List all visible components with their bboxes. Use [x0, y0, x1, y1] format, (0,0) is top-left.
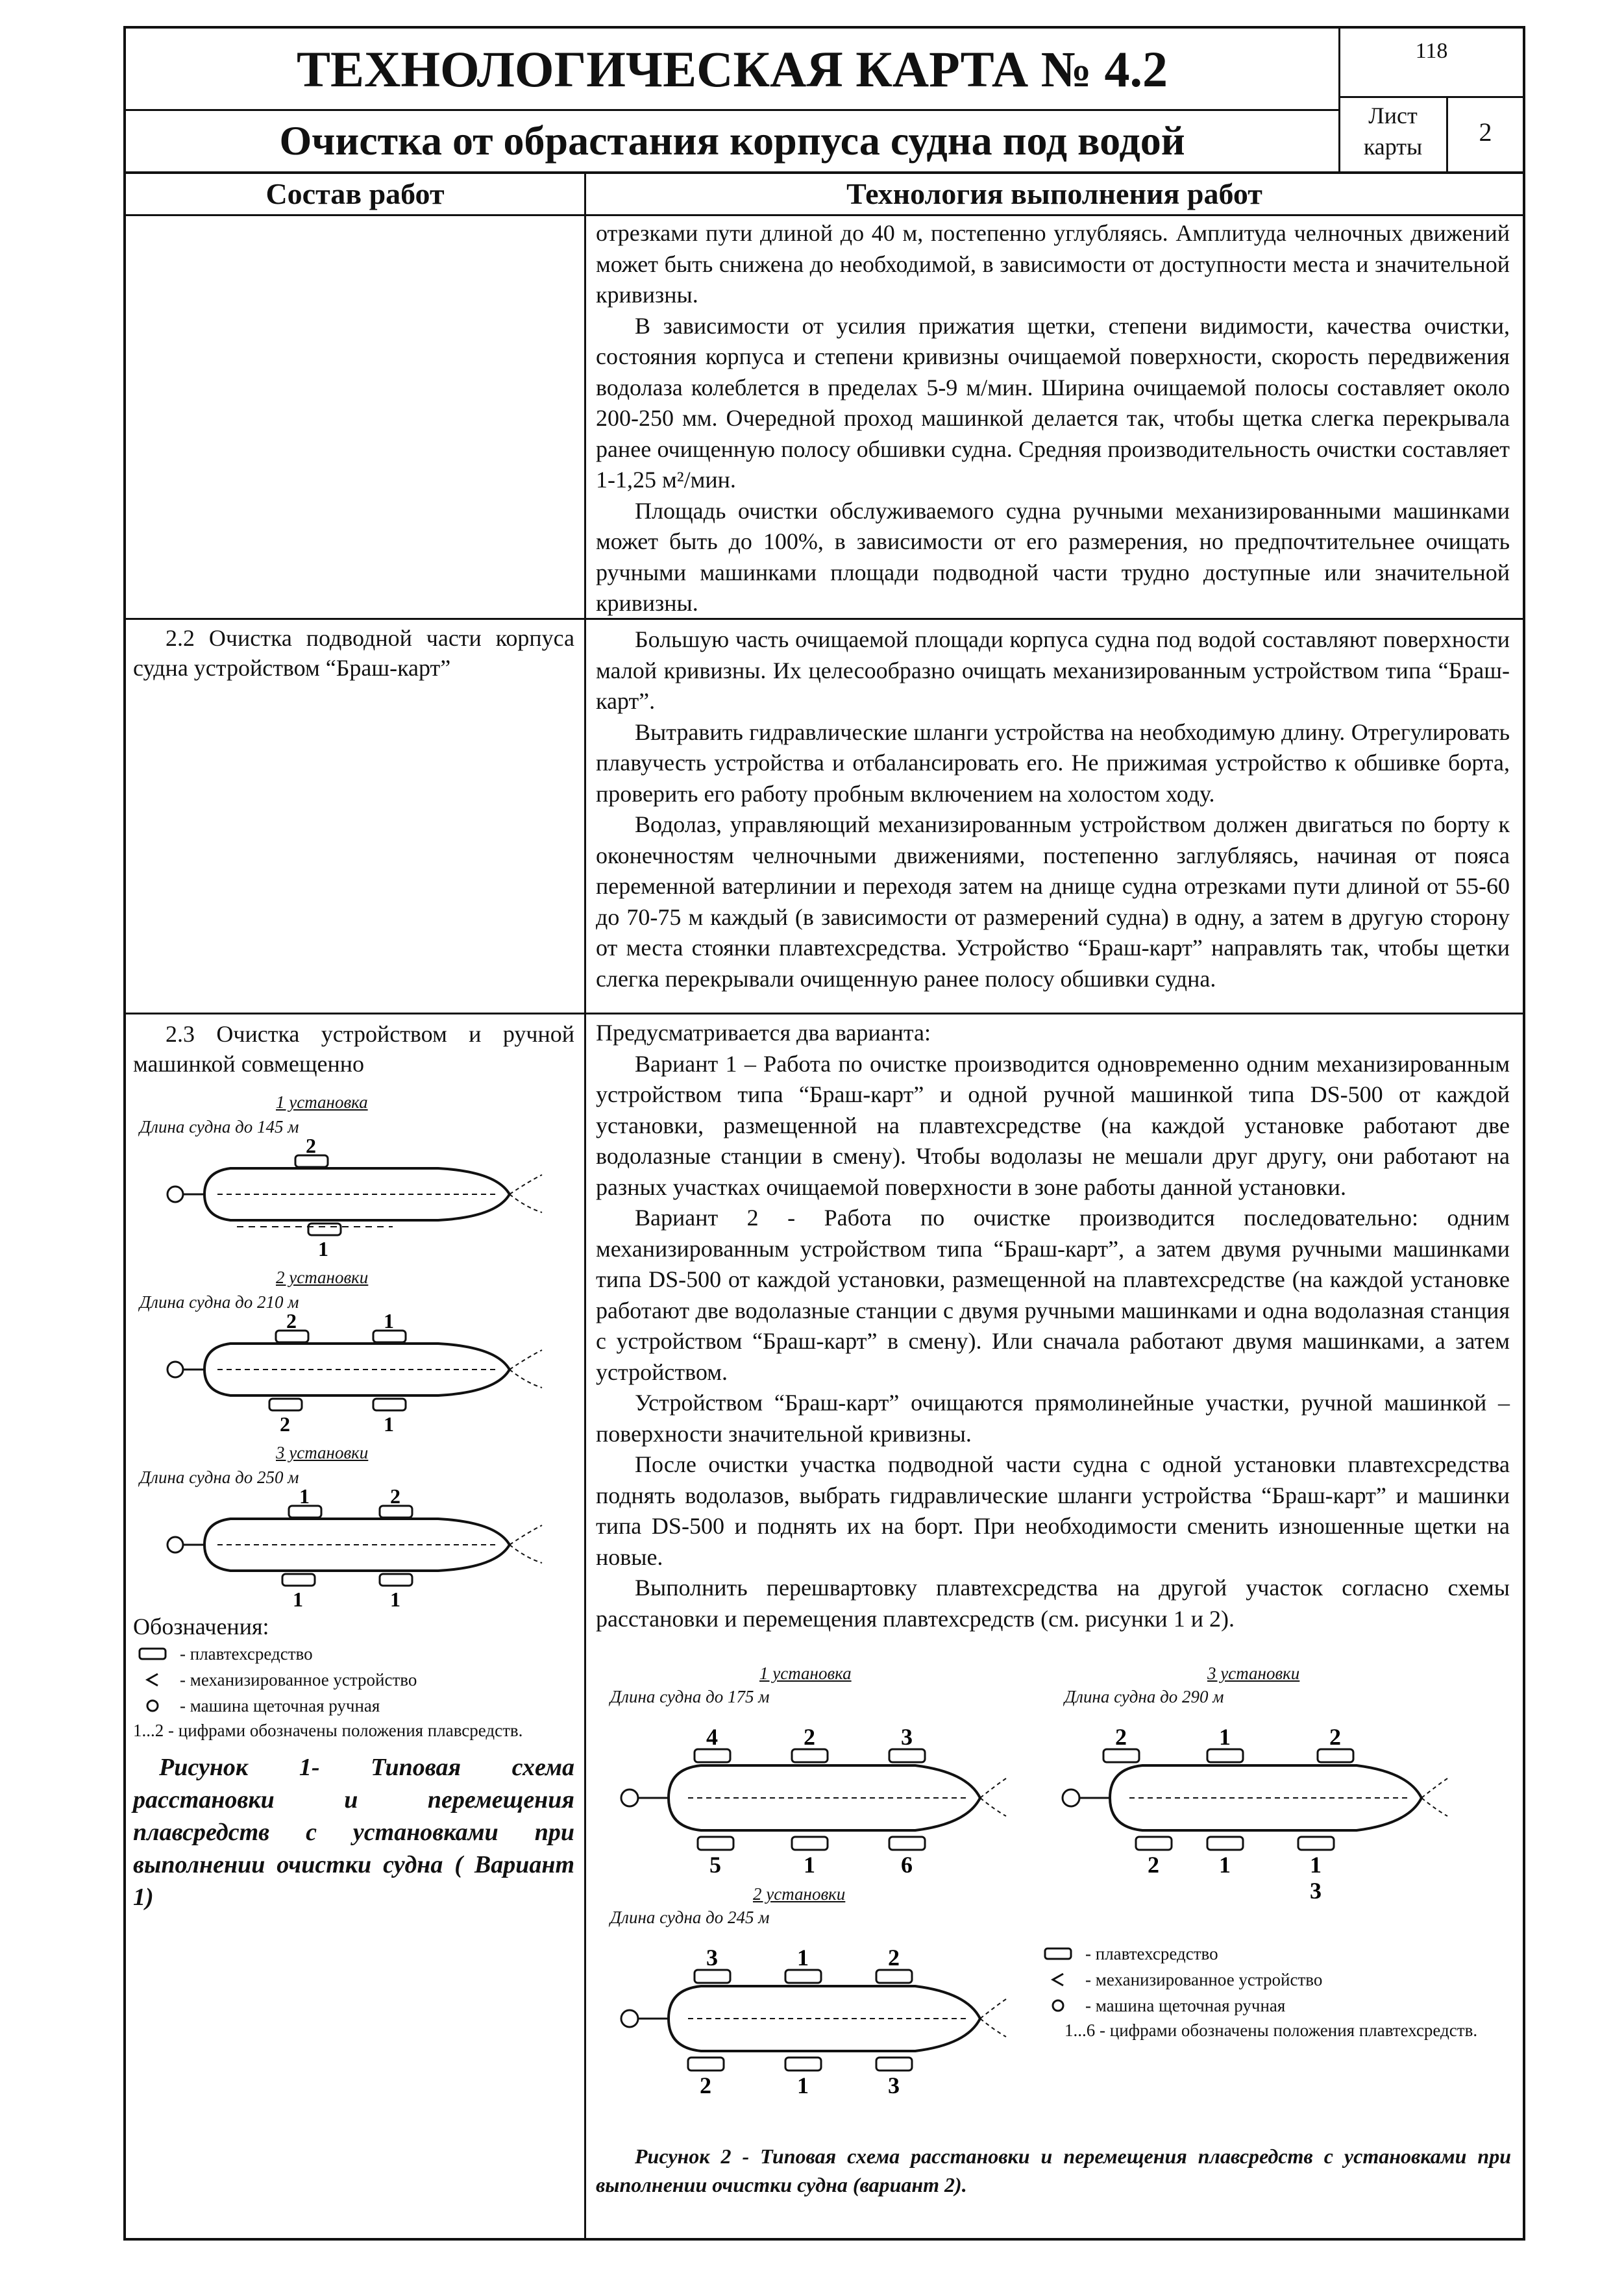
legend-note: 1...2 - цифрами обозначены положения плавсредств.: [133, 1721, 523, 1740]
legend-item: [1039, 1941, 1512, 1967]
row3-paragraph: Предусматривается два варианта:: [596, 1020, 931, 1046]
position-number: 1: [1219, 1724, 1231, 1750]
mechanized-device-icon: [133, 1672, 172, 1688]
diagram-label: 2 установки: [753, 1884, 846, 1904]
figure2-diagram: [604, 1882, 1019, 2116]
figure2-diagram: [1052, 1662, 1467, 1908]
mechanized-device-icon: [1039, 1972, 1077, 1987]
sheet-label: Лист карты: [1363, 103, 1423, 160]
diagram-label: 1 установка: [759, 1664, 852, 1683]
row2-paragraph: Водолаз, управляющий механизированным устройством должен двигаться по борту к оконечностям челночными движениями, постепенно заглубляясь, начиная от пояса переменной ватерлинии и переходя затем на днище судна отрезками пути длиной от 55-60 до 70-75 м каждый (в зависимости от размерений судна) в одну, а затем в другую сторону от места стоянки плавтехсредства. Устройство “Браш-карт” направлять так, чтобы щетки слегка перекрывали очищенную ранее полосу обшивки судна.: [596, 811, 1510, 992]
sheet-number: 2: [1479, 117, 1492, 147]
frame-top: [123, 26, 1525, 29]
position-number: 4: [706, 1724, 718, 1750]
legend-item: [133, 1693, 581, 1719]
row3-text: [596, 1018, 1510, 1634]
figure1-caption: Рисунок 1- Типовая схема расстановки и перемещения плавсредств с установками при выполнении очистки судна ( Вариант 1): [133, 1754, 574, 1911]
position-number: 3: [1310, 1878, 1322, 1904]
ship-scheme: [159, 1136, 548, 1259]
row2-paragraph: Большую часть очищаемой площади корпуса судна под водой составляют поверхности малой кривизны. Их целесообразно очищать механизированным устройством типа “Браш-карт”.: [596, 626, 1510, 714]
position-number: 1: [390, 1588, 400, 1610]
position-number: 2: [700, 2072, 711, 2098]
row1-paragraph: отрезками пути длиной до 40 м, постепенно углубляясь. Амплитуда челночных движений может быть снижена до необходимой, в зависимости от доступности места и значительной кривизны.: [596, 220, 1510, 308]
page-number: 118: [1415, 39, 1448, 63]
row3-paragraph: После очистки участка подводной части судна с одной установки плавтехсредства поднять водолазов, выбрать гидравлические шланги устройства “Браш-карт” и машинки типа DS-500 и поднять их на борт. При необходимости сменить изношенные щетки на новые.: [596, 1451, 1510, 1570]
position-number: 1: [299, 1486, 310, 1508]
legend-text: - плавтехсредство: [1085, 1943, 1218, 1963]
legend-text: - механизированное устройство: [1085, 1969, 1323, 1989]
row2-text: [596, 624, 1510, 994]
legend-text: - механизированное устройство: [180, 1669, 417, 1690]
position-number: 2: [1115, 1724, 1127, 1750]
figure2-diagram: [604, 1662, 1019, 1895]
colhead-bottom: [123, 214, 1525, 216]
position-number: 2: [1329, 1724, 1341, 1750]
column-header-left: Состав работ: [265, 177, 445, 210]
ship-scheme: [159, 1311, 548, 1434]
position-number: 1: [797, 2072, 809, 2098]
position-number: 1: [1219, 1852, 1231, 1878]
row3-paragraph: Вариант 1 – Работа по очистке производится одновременно одним механизированным устройством типа “Браш-карт” и одной ручной машинкой типа DS-500 от каждой установки, размещенной на плавтехсредстве (на каждой установке работают две водолазные станции в смену). Чтобы водолазы не мешали друг другу, они работают на разных участках очищаемой поверхности в зоне работы данной установки.: [596, 1050, 1510, 1200]
row2-bottom: [123, 1013, 1525, 1014]
floating-craft-icon: [133, 1647, 172, 1660]
legend-item: [1039, 1967, 1512, 1993]
legend-text: - плавтехсредство: [180, 1643, 313, 1664]
figure2-caption: Рисунок 2 - Типовая схема расстановки и перемещения плавсредств с установками при выполнении очистки судна (вариант 2).: [596, 2145, 1511, 2196]
position-number: 3: [888, 2072, 900, 2098]
diagram-label: 3 установки: [1207, 1664, 1300, 1683]
frame-right: [1523, 26, 1525, 2241]
diagram-label: 1 установка: [276, 1092, 368, 1112]
position-number: 6: [901, 1852, 913, 1878]
position-number: 1: [318, 1237, 328, 1259]
legend-item: [133, 1641, 581, 1667]
position-number: 2: [286, 1311, 297, 1333]
ship-scheme: [1052, 1714, 1467, 1908]
page-box-divider: [1338, 96, 1525, 98]
position-number: 2: [888, 1945, 900, 1971]
diagram-length: Длина судна до 290 м: [1064, 1687, 1224, 1706]
row1-text: [596, 218, 1510, 619]
legend-note: 1...6 - цифрами обозначены положения плавтехсредств.: [1064, 2021, 1478, 2040]
position-number: 2: [1148, 1852, 1159, 1878]
diagram-length: Длина судна до 175 м: [610, 1687, 770, 1706]
row1-paragraph: В зависимости от усилия прижатия щетки, степени видимости, качества очистки, состояния корпуса и степени кривизны очищаемой поверхности, скорость передвижения водолаза колеблется в пределах 5-9 м/мин. Ширина очищаемой полосы составляет около 200-250 мм. Очередной проход машинкой делается так, чтобы щетка слегка перекрывала ранее очищенную полосу обшивки судна. Средняя производительность очистки составляет 1-1,25 м²/мин.: [596, 312, 1510, 493]
row3-operation: 2.3 Очистка устройством и ручной машинкой совмещенно: [133, 1021, 574, 1077]
diagram-label: 2 установки: [276, 1268, 369, 1287]
ship-scheme: [604, 1714, 1019, 1882]
page-subtitle: Очистка от обрастания корпуса судна под водой: [279, 117, 1185, 164]
brush-machine-icon: [133, 1698, 172, 1714]
position-number: 5: [709, 1852, 721, 1878]
legend-title: Обозначения:: [133, 1614, 269, 1640]
legend-text: - машина щеточная ручная: [180, 1695, 380, 1715]
diagram-length: Длина судна до 210 м: [140, 1292, 299, 1312]
row3-paragraph: Вариант 2 - Работа по очистке производится последовательно: одним механизированным устройством типа “Браш-карт”, а затем двумя ручными машинками типа DS-500 от каждой установки, размещенной на плавтехсредстве (на каждой установке работают две водолазные станции с двумя ручными машинками и одна водолазная станция с устройством “Браш-карт” в смену). Или сначала работают двумя машинками, а затем устройством.: [596, 1205, 1510, 1385]
row1-paragraph: Площадь очистки обслуживаемого судна ручными механизированными машинками может быть до 100%, в зависимости от его размерения, но предпочтительнее очищать ручными машинками площади подводной части трудно доступные или значительной кривизны.: [596, 497, 1510, 616]
legend-item: [1039, 1993, 1512, 2019]
brush-machine-icon: [1039, 1998, 1077, 2013]
position-number: 1: [797, 1945, 809, 1971]
position-number: 2: [280, 1412, 290, 1434]
diagram-length: Длина судна до 145 м: [140, 1117, 299, 1137]
position-number: 1: [804, 1852, 815, 1878]
position-number: 1: [293, 1588, 303, 1610]
figure1: [133, 1090, 581, 1913]
row2-operation: 2.2 Очистка подводной части корпуса судна устройством “Браш-карт”: [133, 625, 574, 681]
position-number: 2: [804, 1724, 815, 1750]
diagram-label: 3 установки: [276, 1443, 369, 1462]
position-number: 1: [384, 1412, 394, 1434]
row3-paragraph: Устройством “Браш-карт” очищаются прямолинейные участки, ручной машинкой – поверхности значительной кривизны.: [596, 1390, 1510, 1447]
frame-bottom: [123, 2238, 1525, 2241]
row3-paragraph: Выполнить перешвартовку плавтехсредства на другой участок согласно схемы расстановки и перемещения плавтехсредств (см. рисунки 1 и 2).: [596, 1575, 1510, 1632]
column-header-right: Технология выполнения работ: [846, 177, 1262, 210]
row2-paragraph: Вытравить гидравлические шланги устройства на необходимую длину. Отрегулировать плавучесть устройства и отбалансировать его. Не прижимая устройство к обшивке борта, проверить его работу пробным включением на холостом ходу.: [596, 719, 1510, 807]
figure1-diagram: [133, 1266, 581, 1441]
diagram-length: Длина судна до 245 м: [610, 1908, 770, 1927]
ship-scheme: [604, 1934, 1019, 2103]
figure2-legend: [1039, 1941, 1512, 2042]
column-divider: [584, 171, 586, 2241]
position-number: 2: [390, 1486, 400, 1508]
legend-text: - машина щеточная ручная: [1085, 1995, 1286, 2015]
position-number: 3: [901, 1724, 913, 1750]
diagram-length: Длина судна до 250 м: [140, 1468, 299, 1487]
position-number: 2: [306, 1136, 316, 1157]
position-number: 1: [384, 1311, 394, 1333]
legend-item: [133, 1667, 581, 1693]
figure1-diagram: [133, 1090, 581, 1266]
position-number: 3: [706, 1945, 718, 1971]
figure1-diagram: [133, 1441, 581, 1616]
position-number: 1: [1310, 1852, 1322, 1878]
ship-scheme: [159, 1486, 548, 1610]
page-title: ТЕХНОЛОГИЧЕСКАЯ КАРТА № 4.2: [296, 41, 1168, 97]
frame-left: [123, 26, 126, 2241]
floating-craft-icon: [1039, 1947, 1077, 1960]
